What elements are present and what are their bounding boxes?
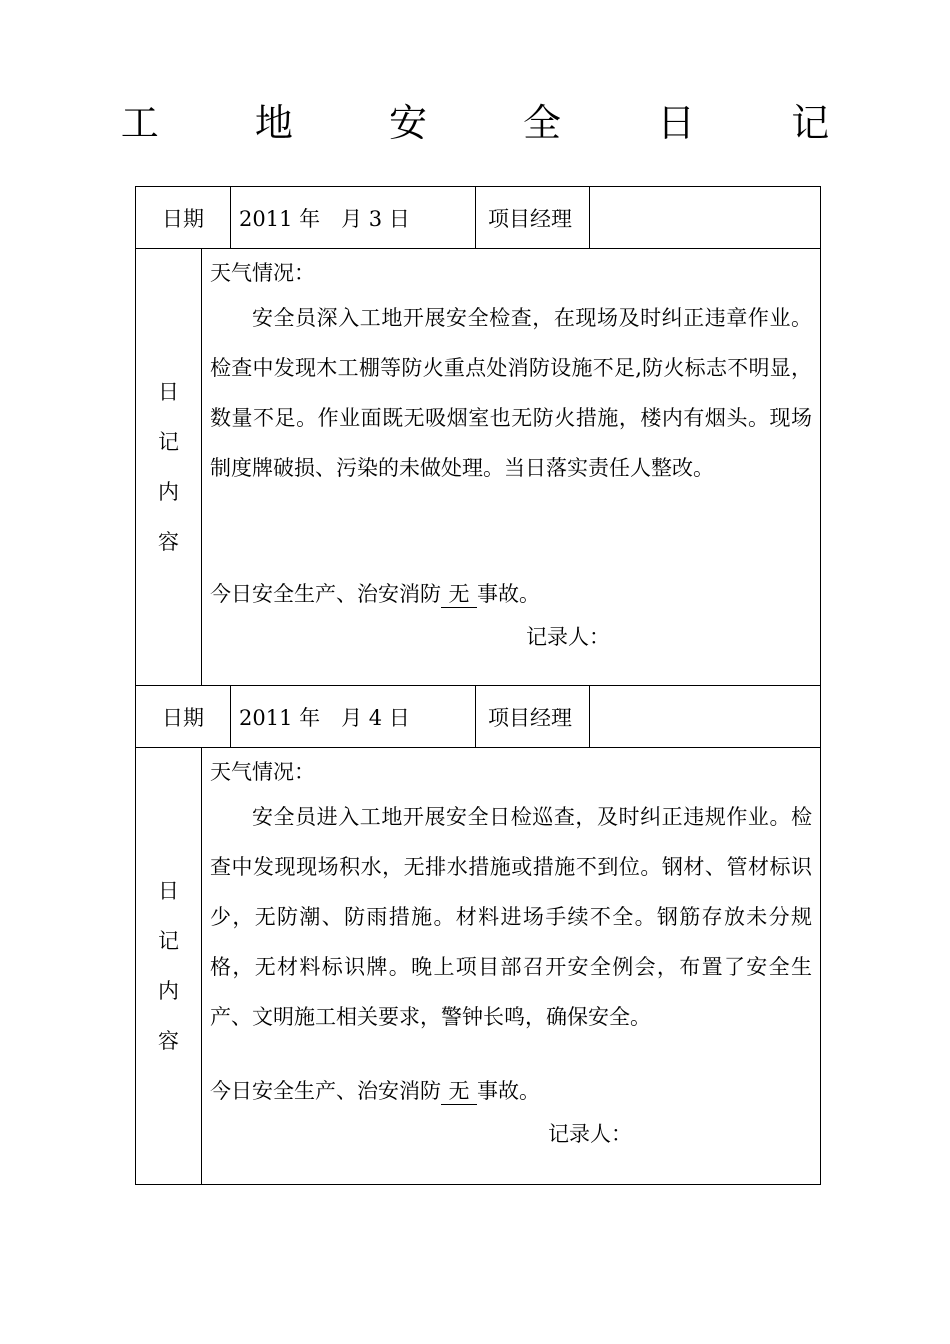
weather-label: 天气情况： [210,760,315,784]
summary-prefix: 今日安全生产、治安消防 [210,582,441,606]
recorder-label: 记录人： [548,1122,632,1146]
summary-prefix: 今日安全生产、治安消防 [210,1079,441,1103]
entry-content-row [136,249,821,686]
entry-header-row [136,187,821,249]
date-value: 2011 年 月 3 日 [231,187,476,249]
summary-accident-value[interactable]: 无 [441,581,477,608]
diary-content[interactable] [202,249,821,686]
side-char: 容 [158,1029,179,1053]
entry-header-row [136,686,821,748]
safety-summary [210,1066,812,1116]
diary-body-text: 安全员进入工地开展安全日检巡查，及时纠正违规作业。检查中发现现场积水，无排水措施或措施不到位。钢材、管材标识少，无防潮、防雨措施。材料进场手续不全。钢筋存放未分规格，无材料标识牌。晚上项目部召开安全例会，布置了安全生产、文明施工相关要求，警钟长鸣，确保安全。 [210,805,812,1029]
page-title: 工 地 安 全 日 记 [120,101,872,145]
summary-suffix: 事故。 [477,582,540,606]
weather-label: 天气情况： [210,261,315,285]
date-label: 日期 [136,187,231,249]
side-char: 日 [158,879,179,903]
summary-suffix: 事故。 [477,1079,540,1103]
side-char: 容 [158,530,179,554]
diary-content-side-label [136,249,202,686]
side-char: 记 [158,929,179,953]
project-manager-value[interactable] [590,187,821,249]
safety-summary [210,569,812,619]
diary-body-text: 安全员深入工地开展安全检查，在现场及时纠正违章作业。检查中发现木工棚等防火重点处消防设施不足,防火标志不明显，数量不足。作业面既无吸烟室也无防火措施，楼内有烟头。现场制度牌破损、污染的未做处理。当日落实责任人整改。 [210,306,812,480]
side-char: 内 [158,480,179,504]
date-value: 2011 年 月 4 日 [231,686,476,748]
side-char: 日 [158,380,179,404]
summary-accident-value[interactable]: 无 [441,1078,477,1105]
side-char: 内 [158,979,179,1003]
project-manager-label: 项目经理 [476,187,590,249]
side-char: 记 [158,430,179,454]
diary-content[interactable] [202,748,821,1185]
project-manager-value[interactable] [590,686,821,748]
diary-content-side-label [136,748,202,1185]
diary-table [135,186,821,1185]
project-manager-label: 项目经理 [476,686,590,748]
entry-content-row [136,748,821,1185]
date-label: 日期 [136,686,231,748]
recorder-label: 记录人： [526,625,610,649]
